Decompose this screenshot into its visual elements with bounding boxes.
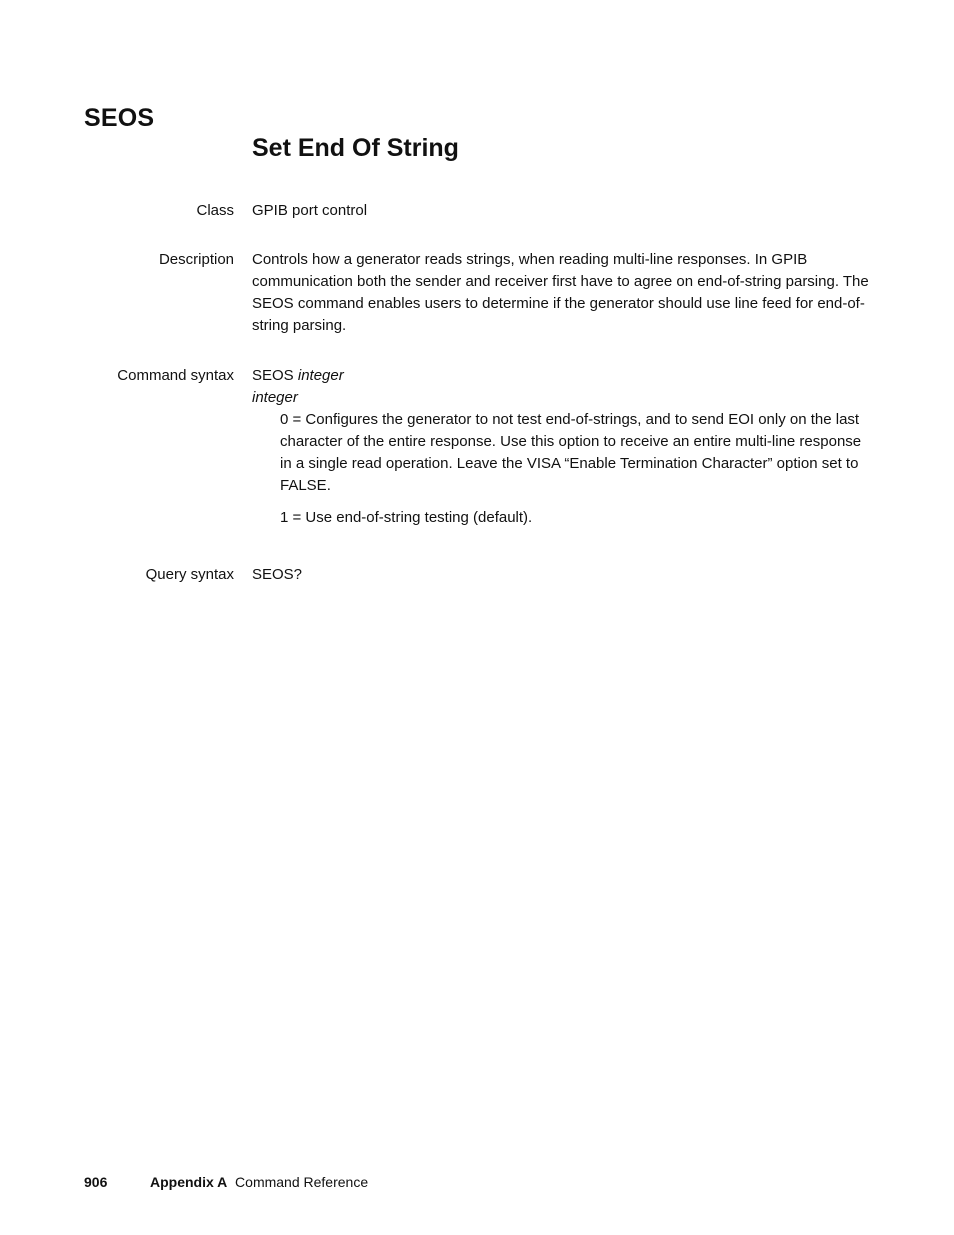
query-syntax-value: SEOS? <box>252 566 303 583</box>
param-options <box>280 409 872 529</box>
class-value: GPIB port control <box>252 202 368 219</box>
param-option-1: 1 = Use end-of-string testing (default). <box>280 509 533 526</box>
command-title: Set End Of String <box>252 134 459 162</box>
footer-appendix: Appendix A <box>150 1174 228 1190</box>
command-syntax-content <box>252 365 872 529</box>
class-label: Class <box>196 202 234 219</box>
page-footer <box>84 1172 368 1192</box>
description-label: Description <box>158 251 234 268</box>
footer-section: Command Reference <box>235 1174 369 1190</box>
param-option-0: 0 = Configures the generator to not test end-of-strings, and to send EOI only on the last character of the entire response. Use this option to receive an entire multi-line response in a single read operation. Leave the VISA “Enable Termination Character” option set to FALSE. <box>280 411 862 494</box>
syntax-keyword: SEOS <box>252 367 294 384</box>
command-syntax-line <box>252 365 872 387</box>
param-name: integer <box>252 389 298 406</box>
syntax-param: integer <box>297 367 344 384</box>
page-number: 906 <box>84 1174 108 1190</box>
command-name: SEOS <box>84 104 155 132</box>
query-syntax-label: Query syntax <box>145 566 234 583</box>
description-text: Controls how a generator reads strings, when reading multi-line responses. In GPIB communication both the sender and receiver first have to agree on end-of-string parsing. The SEOS command enables users to determine if the generator should use line feed for end-of-string parsing. <box>252 251 869 334</box>
command-syntax-label: Command syntax <box>117 367 234 384</box>
